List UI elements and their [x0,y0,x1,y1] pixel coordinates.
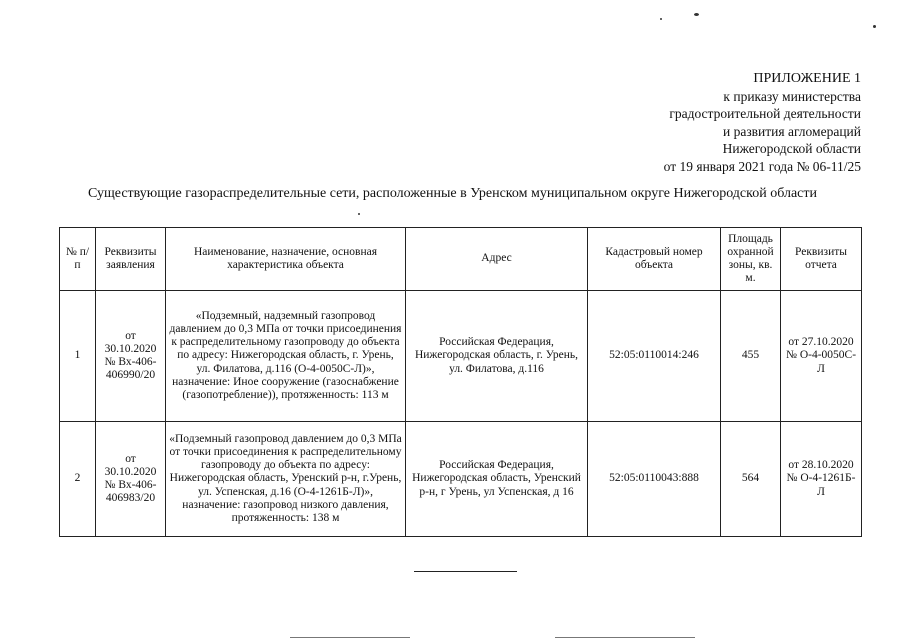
cell-cadastral: 52:05:0110043:888 [588,422,721,537]
header-address: Адрес [406,228,588,291]
document-title: Существующие газораспределительные сети, расположенные в Уренском муниципальном округе Нижегородской области [87,186,818,201]
cell-number: 1 [60,291,96,422]
cell-report: от 28.10.2020 № О-4-1261Б-Л [781,422,862,537]
cell-number: 2 [60,422,96,537]
appendix-line: и развития агломераций [722,123,861,139]
scan-edge-line [290,637,410,638]
cell-address: Российская Федерация, Нижегородская область, г. Урень, ул. Филатова, д.116 [406,291,588,422]
table-row [60,291,862,422]
header-area: Площадь охранной зоны, кв. м. [721,228,781,291]
header-number: № п/п [60,228,96,291]
appendix-line: к приказу министерства [723,88,861,104]
appendix-line: градостроительной деятельности [669,106,861,121]
cell-description: «Подземный газопровод давлением до 0,3 МПа от точки присоединения к распределительному газопроводу до объекта по адресу: Нижегородская область, Уренский р-н, г.Урень, ул. Успенская, д.16 (О-4-1261Б-Л)», назначение: газопровод низкого давления, протяженность: 138 м [166,422,406,537]
scan-speck [358,213,360,215]
appendix-line: от 19 января 2021 года № 06-11/25 [663,158,861,174]
header-description: Наименование, назначение, основная характеристика объекта [166,228,406,291]
appendix-line: Нижегородской области [722,141,861,156]
header-request: Реквизиты заявления [96,228,166,291]
gas-networks-table [59,227,862,537]
cell-report: от 27.10.2020 № О-4-0050С-Л [781,291,862,422]
header-report: Реквизиты отчета [781,228,862,291]
cell-request: от 30.10.2020 № Вх-406-406990/20 [96,291,166,422]
table-row [60,422,862,537]
cell-request: от 30.10.2020 № Вх-406-406983/20 [96,422,166,537]
scan-edge-line [555,637,695,638]
end-of-document-rule [414,571,517,572]
scan-speck [694,13,699,16]
cell-area: 455 [721,291,781,422]
scan-speck [873,25,876,28]
cell-area: 564 [721,422,781,537]
appendix-block [664,70,861,175]
cell-address: Российская Федерация, Нижегородская область, Уренский р-н, г Урень, ул Успенская, д 16 [406,422,588,537]
appendix-title: ПРИЛОЖЕНИЕ 1 [753,71,861,86]
cell-description: «Подземный, надземный газопровод давлением до 0,3 МПа от точки присоединения к распределительному газопроводу до объекта по адресу: Нижегородская область, г. Урень, ул. Филатова, д.116 (О-4-0050С-Л)», назначение: Иное сооружение (газоснабжение (газопотребление)), протяженность: 113 м [166,291,406,422]
table-header-row [60,228,862,291]
header-cadastral: Кадастровый номер объекта [588,228,721,291]
scan-speck [660,18,662,20]
cell-cadastral: 52:05:0110014:246 [588,291,721,422]
